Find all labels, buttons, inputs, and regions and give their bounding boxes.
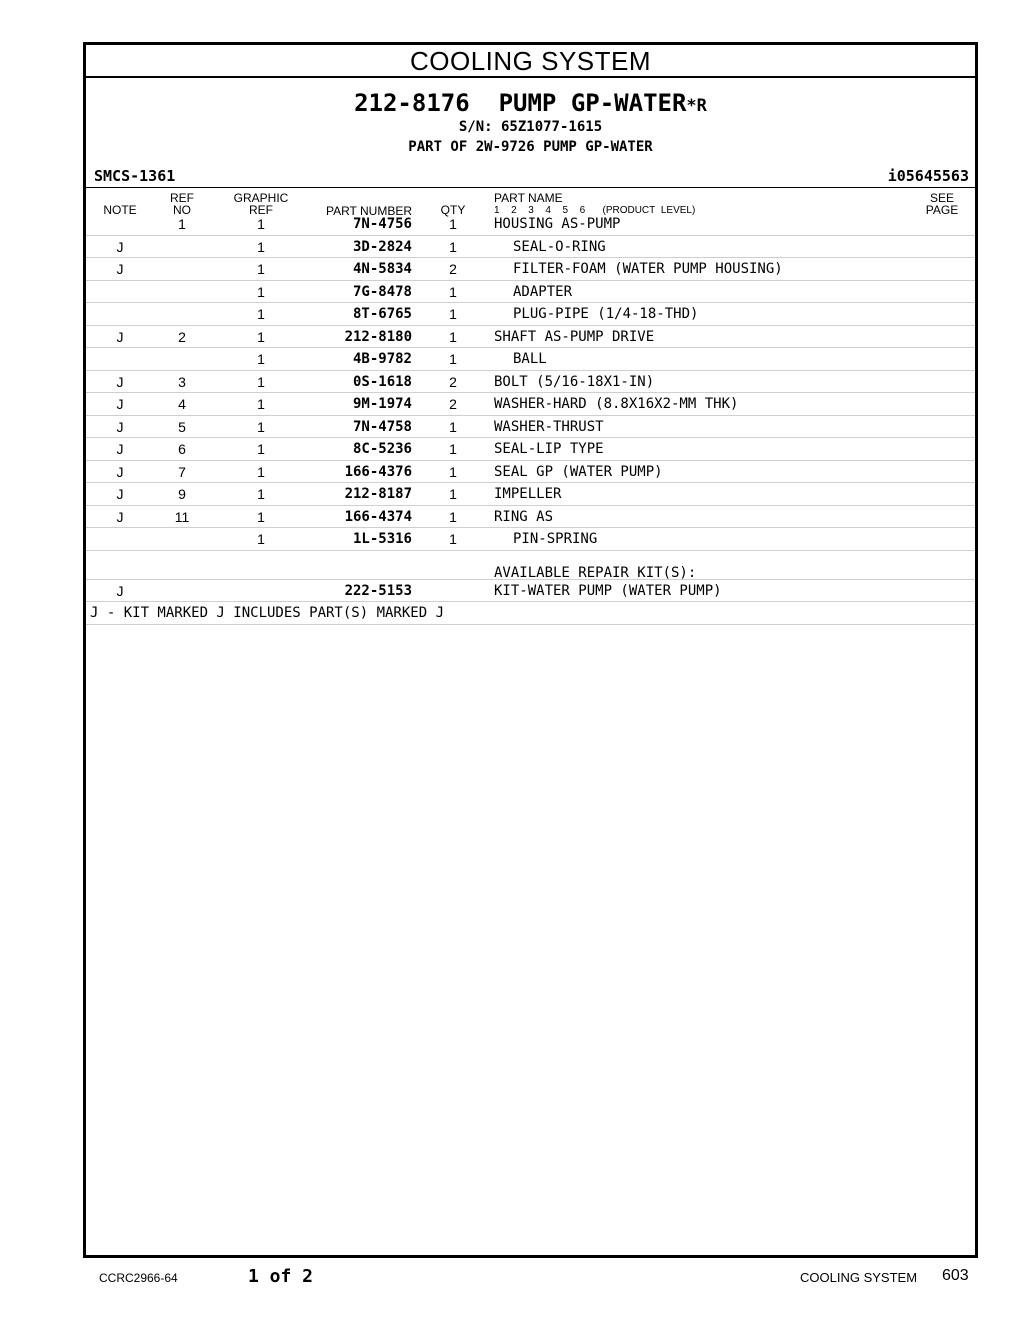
graphic-ref-cell: 1 (257, 283, 265, 300)
qty-cell: 1 (449, 486, 457, 502)
part-number-cell: 3D-2824 (352, 238, 412, 255)
table-row (86, 303, 975, 326)
qty-cell: 2 (449, 396, 457, 412)
part-name-cell: FILTER-FOAM (WATER PUMP HOUSING) (513, 261, 783, 277)
table-row (86, 461, 975, 484)
part-name-cell: PIN-SPRING (513, 531, 598, 547)
serial-range: S/N: 65Z1077-1615 (458, 119, 603, 135)
note-cell: J (116, 396, 124, 412)
ref-no-cell: 4 (178, 396, 186, 412)
graphic-ref-cell: 1 (257, 396, 265, 412)
part-name-cell: PLUG-PIPE (1/4-18-THD) (513, 306, 699, 322)
graphic-ref-cell: 1 (257, 216, 265, 232)
graphic-ref-cell: 1 (257, 328, 265, 345)
qty-cell: 1 (449, 463, 457, 480)
kit-note-row (86, 602, 975, 625)
col-note: NOTE (103, 203, 137, 217)
smcs-code: SMCS-1361 (94, 167, 176, 185)
graphic-ref-cell: 1 (257, 463, 265, 480)
part-name-cell: IMPELLER (494, 486, 562, 502)
assembly-suffix: *R (686, 96, 707, 116)
assembly-title (86, 89, 975, 117)
part-name-cell: SEAL-LIP TYPE (494, 441, 604, 457)
graphic-ref-cell: 1 (257, 441, 265, 457)
qty-cell: 1 (449, 441, 457, 457)
table-row (86, 438, 975, 461)
part-name-cell: BALL (513, 351, 547, 367)
repair-kits-label-row (86, 551, 975, 579)
note-cell: J (116, 463, 124, 480)
col-see-top: SEE (929, 191, 954, 205)
col-ref-bottom: NO (173, 203, 191, 217)
kit-name-cell: KIT-WATER PUMP (WATER PUMP) (494, 582, 722, 599)
note-cell: J (116, 238, 124, 255)
header-divider (86, 187, 975, 188)
col-ref-top: REF (170, 191, 194, 205)
graphic-ref-cell: 1 (257, 306, 265, 322)
footer-code: CCRC2966-64 (99, 1271, 178, 1285)
kit-note-text: J - KIT MARKED J INCLUDES PART(S) MARKED J (90, 605, 445, 621)
part-number-cell: 8C-5236 (352, 441, 412, 457)
col-product-levels: 1 2 3 4 5 6 (PRODUCT LEVEL) (494, 205, 696, 216)
note-cell: J (116, 261, 124, 277)
part-number-cell: 212-8180 (344, 328, 412, 345)
part-number-cell: 4N-5834 (352, 261, 412, 277)
part-number-cell: 4B-9782 (352, 351, 412, 367)
part-number-cell: 7N-4758 (352, 418, 412, 435)
table-row (86, 348, 975, 371)
part-name-cell: BOLT (5/16-18X1-IN) (494, 373, 655, 390)
col-qty: QTY (440, 203, 466, 217)
qty-cell: 1 (449, 531, 457, 547)
part-number-cell: 1L-5316 (352, 531, 412, 547)
ref-no-cell: 3 (178, 373, 186, 390)
part-name-cell: SEAL GP (WATER PUMP) (494, 463, 663, 480)
graphic-ref-cell: 1 (257, 238, 265, 255)
part-name-cell: WASHER-THRUST (494, 418, 604, 435)
qty-cell: 2 (449, 261, 457, 277)
table-row (86, 416, 975, 439)
repair-kits-label: AVAILABLE REPAIR KIT(S): (494, 564, 697, 581)
part-name-cell: HOUSING AS-PUMP (494, 216, 621, 232)
table-row (86, 281, 975, 304)
footer-page-number: 603 (942, 1267, 969, 1284)
ref-no-cell: 11 (174, 508, 190, 525)
ref-no-cell: 6 (178, 441, 186, 457)
table-row (86, 258, 975, 281)
qty-cell: 1 (449, 328, 457, 345)
qty-cell: 1 (449, 216, 457, 232)
part-number-cell: 0S-1618 (352, 373, 412, 390)
qty-cell: 1 (449, 418, 457, 435)
ref-no-cell: 7 (178, 463, 186, 480)
part-name-cell: WASHER-HARD (8.8X16X2-MM THK) (494, 396, 739, 412)
qty-cell: 1 (449, 306, 457, 322)
graphic-ref-cell: 1 (257, 373, 265, 390)
graphic-ref-cell: 1 (257, 351, 265, 367)
footer-section: COOLING SYSTEM (800, 1270, 918, 1285)
part-number-cell: 166-4374 (344, 508, 412, 525)
col-graphic-bottom: REF (249, 203, 273, 217)
kit-row (86, 579, 975, 603)
table-row (86, 506, 975, 529)
col-part-number: PART NUMBER (325, 204, 412, 218)
graphic-ref-cell: 1 (257, 531, 265, 547)
part-of-line: PART OF 2W-9726 PUMP GP-WATER (408, 139, 653, 155)
qty-cell: 1 (449, 508, 457, 525)
note-cell: J (116, 418, 124, 435)
table-row (86, 326, 975, 349)
ref-no-cell: 1 (178, 216, 186, 232)
page-frame (83, 42, 978, 1258)
kit-part-number-cell: 222-5153 (344, 582, 412, 599)
part-name-cell: ADAPTER (513, 283, 573, 300)
ref-no-cell: 2 (178, 328, 186, 345)
qty-cell: 1 (449, 351, 457, 367)
table-row (86, 393, 975, 416)
qty-cell: 2 (449, 373, 457, 390)
note-cell: J (116, 373, 124, 390)
graphic-ref-cell: 1 (257, 508, 265, 525)
part-number-cell: 9M-1974 (352, 396, 412, 412)
ref-no-cell: 9 (178, 486, 186, 502)
graphic-ref-cell: 1 (257, 261, 265, 277)
document-id: i05645563 (887, 167, 969, 185)
assembly-name: PUMP GP-WATER (498, 89, 687, 117)
kit-note-cell: J (116, 582, 124, 599)
table-row (86, 528, 975, 551)
col-part-name: PART NAME (494, 191, 563, 205)
table-row (86, 371, 975, 394)
note-cell: J (116, 486, 124, 502)
qty-cell: 1 (449, 238, 457, 255)
part-name-cell: SEAL-O-RING (513, 238, 606, 255)
part-name-cell: RING AS (494, 508, 554, 525)
parts-table (86, 213, 975, 625)
part-name-cell: SHAFT AS-PUMP DRIVE (494, 328, 655, 345)
footer-page-count: 1 of 2 (248, 1266, 314, 1287)
table-row (86, 236, 975, 259)
section-title: COOLING SYSTEM (86, 45, 975, 78)
table-row (86, 483, 975, 506)
qty-cell: 1 (449, 283, 457, 300)
note-cell: J (116, 441, 124, 457)
graphic-ref-cell: 1 (257, 486, 265, 502)
part-number-cell: 7G-8478 (352, 283, 412, 300)
graphic-ref-cell: 1 (257, 418, 265, 435)
note-cell: J (116, 328, 124, 345)
part-number-cell: 212-8187 (344, 486, 412, 502)
table-row (86, 213, 975, 236)
part-number-cell: 7N-4756 (352, 216, 412, 232)
note-cell: J (116, 508, 124, 525)
ref-no-cell: 5 (178, 418, 186, 435)
assembly-part-number: 212-8176 (354, 89, 470, 117)
part-number-cell: 8T-6765 (352, 306, 412, 322)
part-number-cell: 166-4376 (344, 463, 412, 480)
col-graphic-top: GRAPHIC (233, 191, 289, 205)
col-see-bottom: PAGE (925, 203, 959, 217)
